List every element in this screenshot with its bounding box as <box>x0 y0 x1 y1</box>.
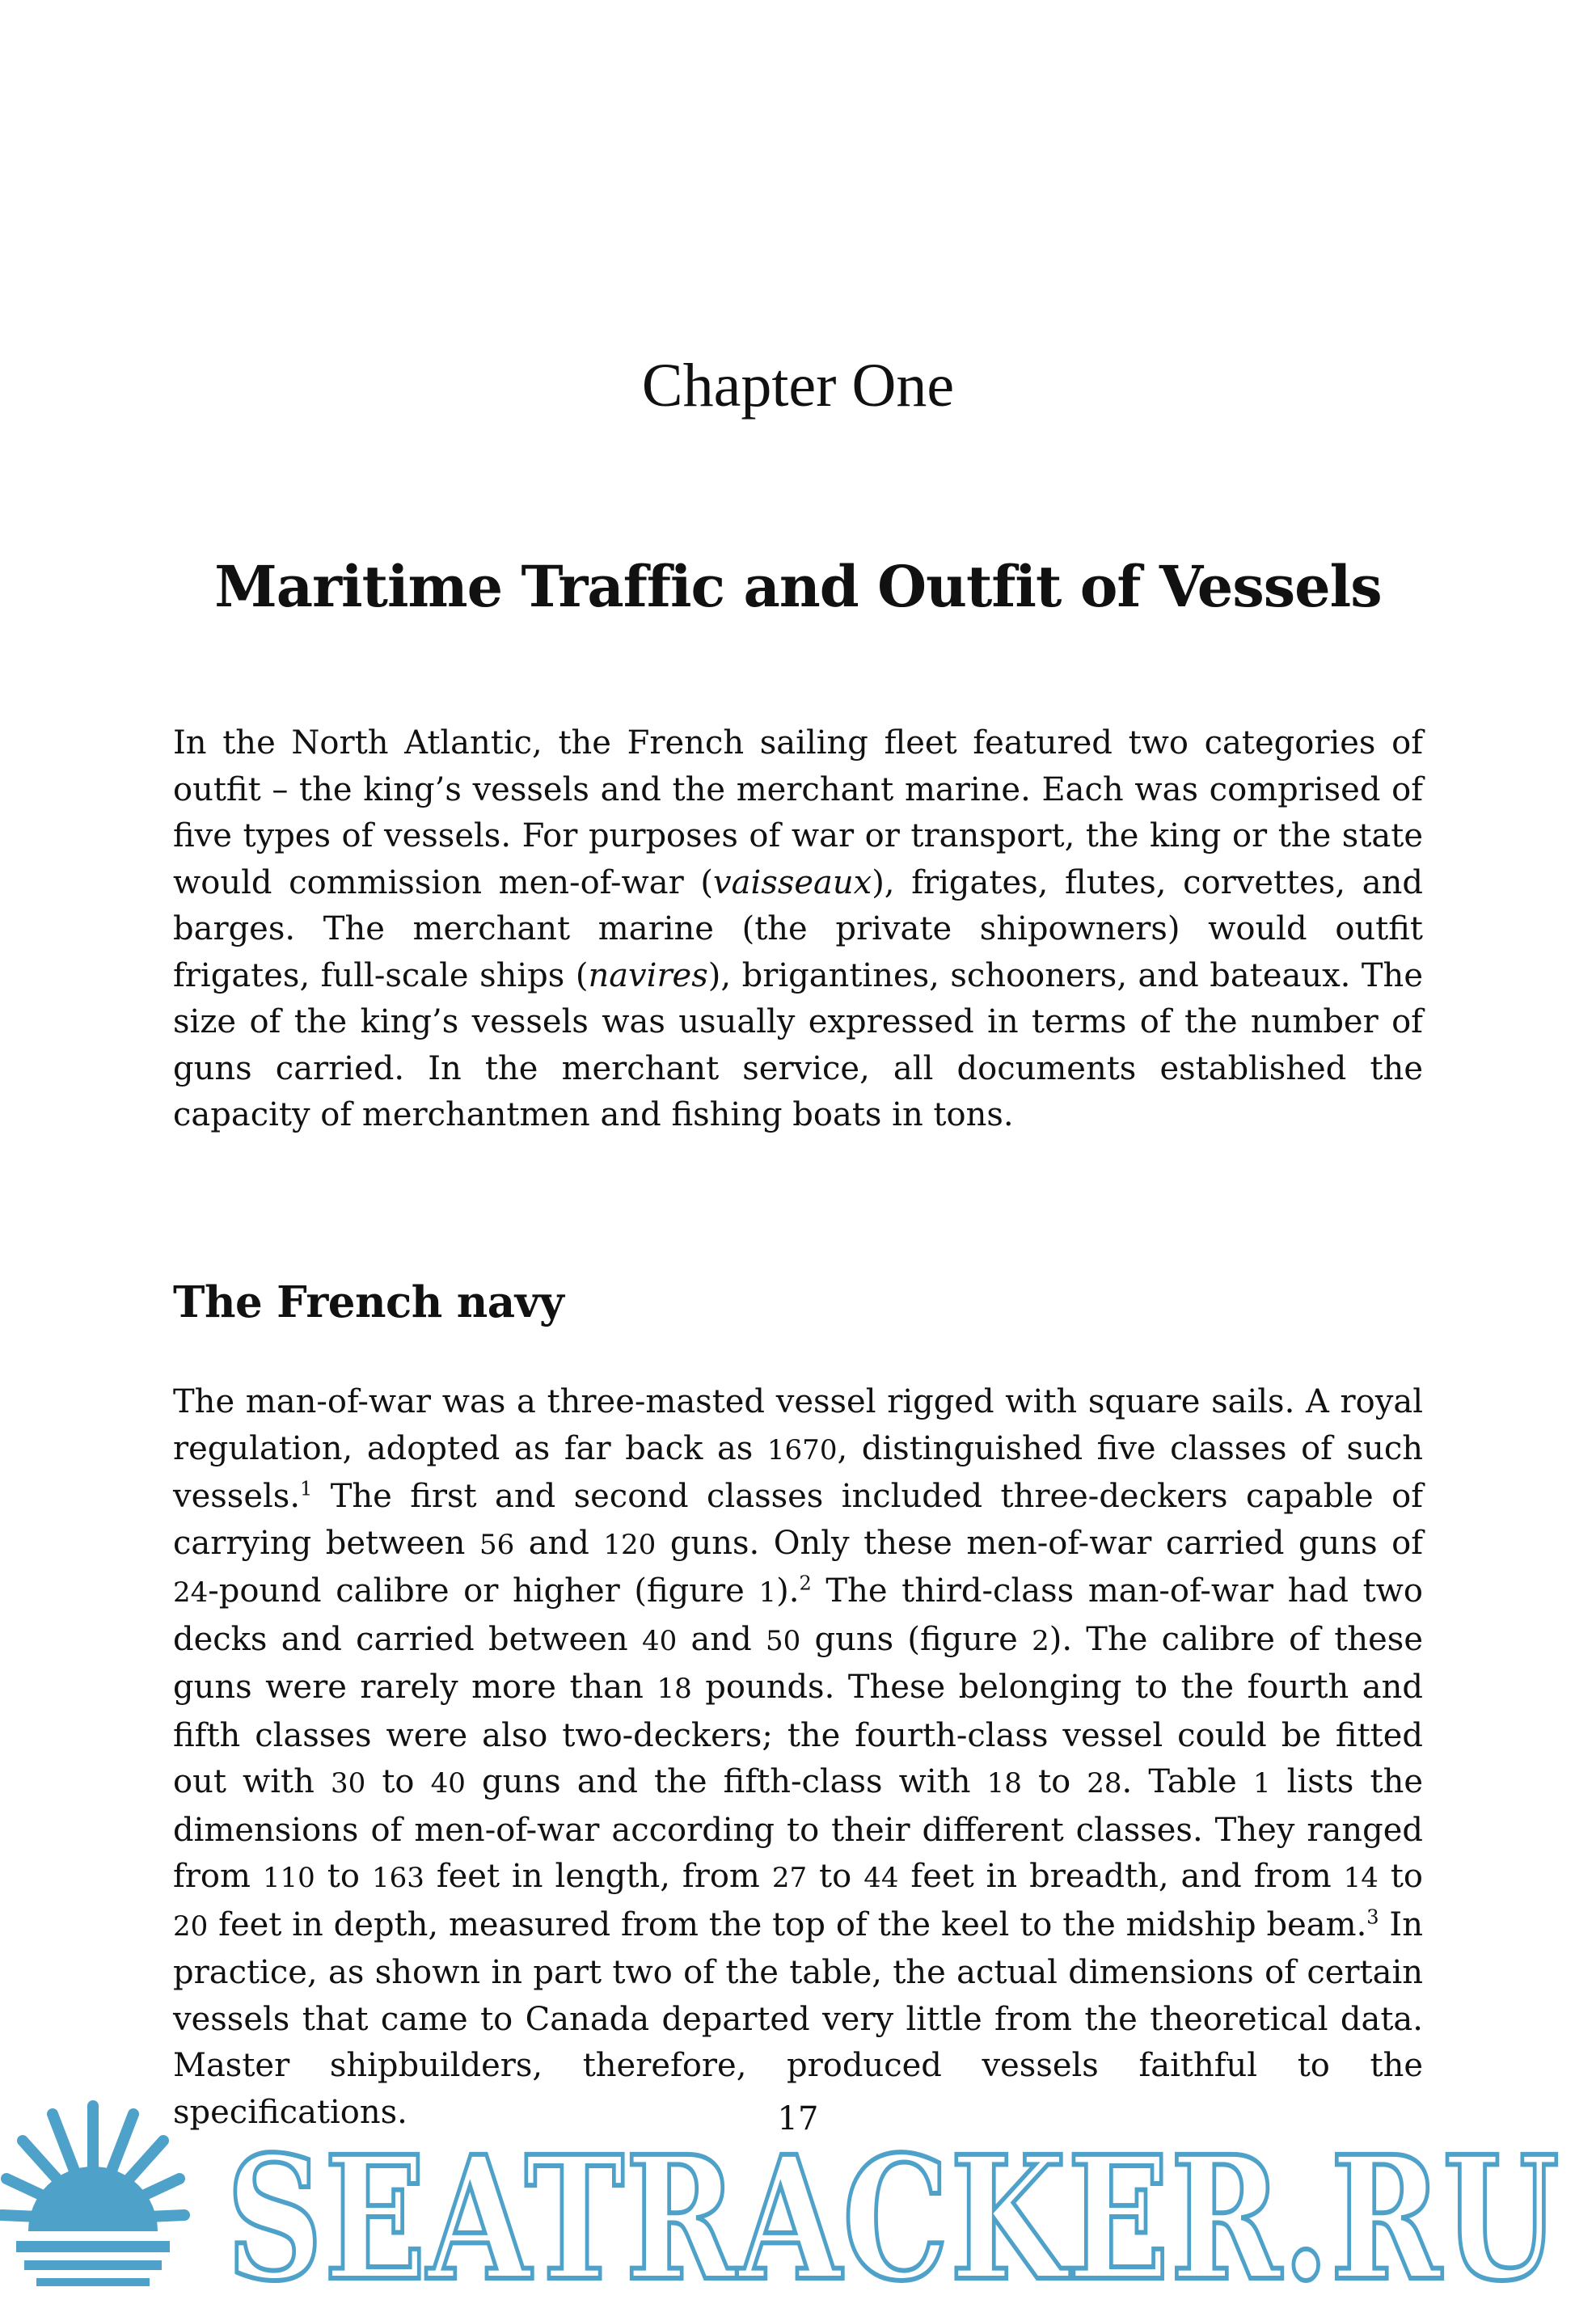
navy-text: lists the dimensions of men-of-war according to their different classes. They ranged from <box>173 1763 1423 1895</box>
watermark <box>0 2070 1596 2304</box>
navy-number: 27 <box>771 1862 808 1894</box>
navy-text: ). <box>776 1572 800 1610</box>
navy-text: to <box>1021 1763 1087 1800</box>
navy-number: 18 <box>986 1767 1022 1800</box>
navy-number: 56 <box>479 1528 515 1561</box>
navy-text: pounds. These belonging to the fourth and fifth classes were also two-deckers; the fourth-class vessel could be fitted out with <box>173 1669 1423 1800</box>
navy-number: 40 <box>641 1624 678 1657</box>
navy-text: to <box>1378 1858 1424 1895</box>
intro-text: ), brigantines, schooners, and bateaux. The size of the king’s vessels was usually expressed in terms of the number of guns carried. In the merchant service, all documents established the capacity of merchantmen and fishing boats in tons. <box>173 956 1423 1133</box>
navy-text: guns (figure <box>800 1620 1032 1658</box>
navy-number: 40 <box>430 1767 466 1800</box>
navy-number: 30 <box>330 1767 366 1800</box>
navy-text: and <box>677 1620 766 1658</box>
navy-text: The third-class man-of-war had two decks and carried between <box>173 1572 1423 1658</box>
navy-number: 163 <box>371 1862 424 1894</box>
table-ref: 1 <box>1252 1767 1271 1800</box>
navy-number: 14 <box>1343 1862 1379 1894</box>
figure-ref: 1 <box>758 1576 777 1609</box>
chapter-label: Chapter One <box>641 352 955 420</box>
navy-number: 120 <box>603 1528 657 1561</box>
watermark-text: SEATRACKER.RU <box>226 2119 1560 2304</box>
navy-text: The man-of-war was a three-masted vessel rigged with square sails. A royal regulation, adopted as far back as <box>173 1383 1423 1467</box>
navy-number: 28 <box>1087 1767 1122 1800</box>
navy-text: The first and second classes included three-deckers capable of carrying between <box>173 1478 1423 1562</box>
navy-text: guns and the fifth-class with <box>465 1763 987 1800</box>
navy-text: , distinguished five classes of such vessels. <box>173 1429 1424 1515</box>
footnote-ref: 1 <box>300 1477 313 1500</box>
navy-text: to <box>807 1858 864 1895</box>
navy-number: 110 <box>262 1862 315 1894</box>
footnote-ref: 3 <box>1366 1905 1379 1929</box>
navy-text: ). The calibre of these guns were rarely more than <box>173 1620 1423 1706</box>
intro-text: In the North Atlantic, the French sailing fleet featured two categories of outfit – the king’s vessels and the merchant marine. Each was comprised of five types of vessels. For purposes of war or transport, the king or the state would commission men-of-war ( <box>173 724 1423 901</box>
section-heading: The French navy <box>173 1277 564 1327</box>
navy-text: In practice, as shown in part two of the table, the actual dimensions of certain vessels that came to Canada departed very little from the theoretical data. Master shipbuilders, therefore, produced vessels faithful to the specifications. <box>173 1905 1423 2131</box>
navy-number: 44 <box>863 1862 899 1894</box>
navy-number: 20 <box>173 1909 209 1943</box>
navy-number: 1670 <box>766 1433 838 1466</box>
intro-paragraph <box>173 720 1423 1139</box>
intro-text: ), frigates, flutes, corvettes, and barges. The merchant marine (the private shipowners) would outfit frigates, full-scale ships ( <box>173 863 1424 994</box>
navy-number: 24 <box>173 1576 209 1609</box>
navy-text: to <box>365 1763 431 1800</box>
sun-logo-icon <box>2 2106 184 2286</box>
navy-text: and <box>514 1524 604 1562</box>
intro-term-vaisseaux: vaisseaux <box>713 863 872 901</box>
intro-term-navires: navires <box>588 956 708 994</box>
navy-number: 50 <box>765 1624 801 1657</box>
navy-text: -pound calibre or higher (figure <box>208 1572 759 1610</box>
navy-number: 18 <box>657 1673 692 1705</box>
chapter-title: Maritime Traffic and Outfit of Vessels <box>214 553 1382 620</box>
navy-text: . Table <box>1121 1763 1253 1800</box>
navy-text: feet in breadth, and from <box>898 1858 1344 1895</box>
navy-paragraph <box>173 1379 1423 2136</box>
navy-text: feet in depth, measured from the top of the keel to the midship beam. <box>208 1905 1367 1943</box>
navy-text: guns. Only these men-of-war carried guns of <box>656 1524 1423 1562</box>
figure-ref: 2 <box>1032 1624 1049 1657</box>
navy-text: feet in length, from <box>424 1858 772 1895</box>
navy-text: to <box>315 1858 372 1895</box>
footnote-ref: 2 <box>799 1572 812 1595</box>
page-number: 17 <box>777 2100 819 2137</box>
